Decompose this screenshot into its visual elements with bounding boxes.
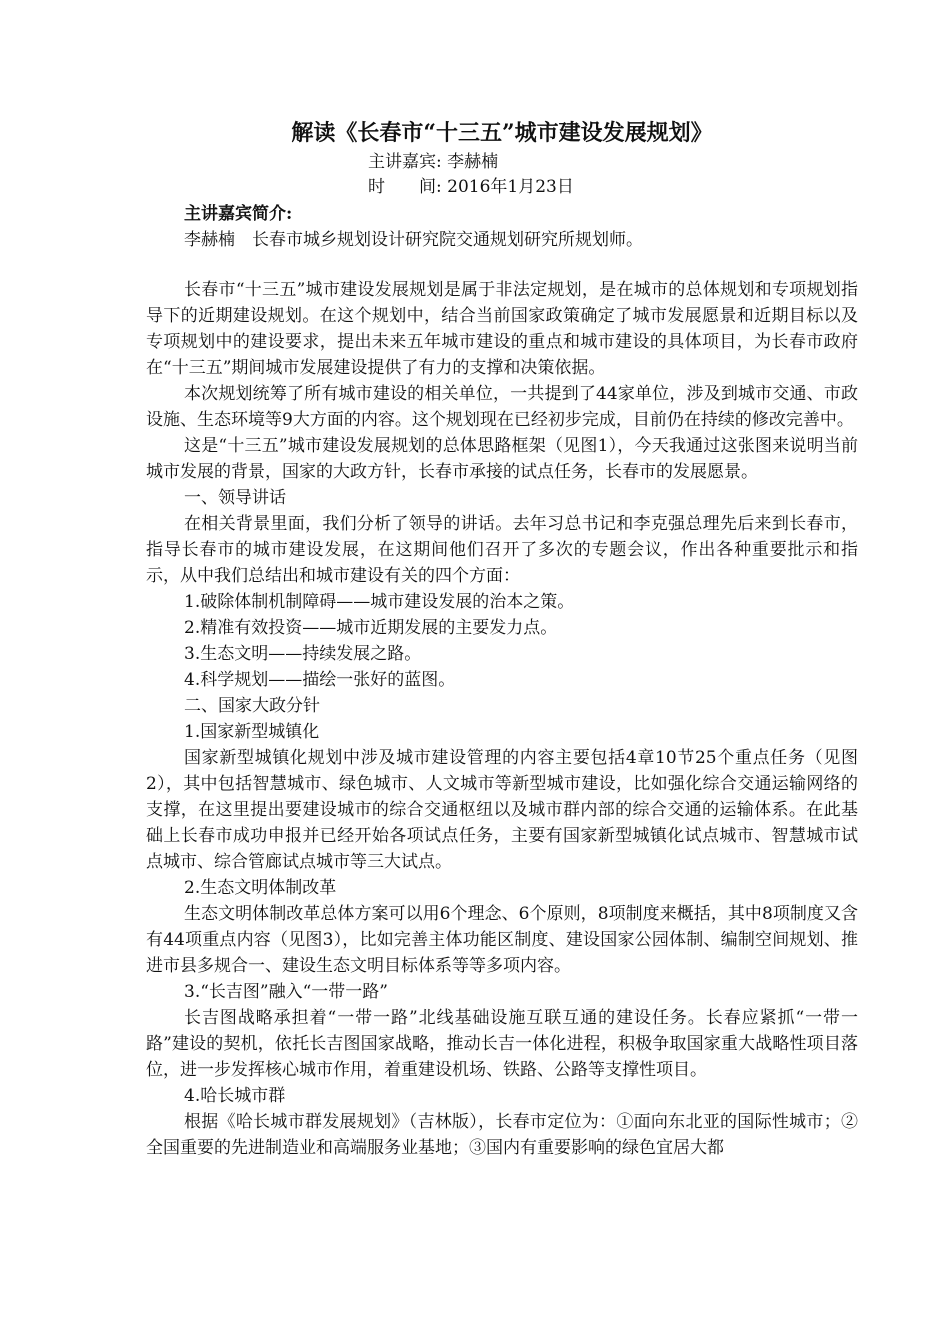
- section-heading-2: 二、国家大政分针: [184, 696, 320, 716]
- speaker-label: 主讲嘉宾:: [368, 152, 442, 172]
- list-item-1: 1.破除体制机制障碍——城市建设发展的治本之策。: [184, 592, 575, 612]
- paragraph-6: 生态文明体制改革总体方案可以用6个理念、6个原则，8项制度来概括，其中8项制度又含有44项重点内容（见图3），比如完善主体功能区制度、建设国家公园体制、编制空间规划、推进市县多规合一、建设生态文明目标体系等等多项内容。: [146, 904, 858, 976]
- time-line: [146, 175, 858, 200]
- subsection-heading-4: 4.哈长城市群: [184, 1086, 286, 1106]
- time-value: 2016年1月23日: [447, 177, 574, 197]
- section-heading-1: 一、领导讲话: [184, 488, 286, 508]
- paragraph-8: 根据《哈长城市群发展规划》（吉林版），长春市定位为：①面向东北亚的国际性城市；②全国重要的先进制造业和高端服务业基地；③国内有重要影响的绿色宜居大都: [146, 1112, 858, 1158]
- bio-text: 李赫楠 长春市城乡规划设计研究院交通规划研究所规划师。: [184, 230, 643, 250]
- document-body: [146, 118, 858, 1161]
- speaker-line: [146, 150, 858, 175]
- spacer: [146, 253, 858, 277]
- document-title: 解读《长春市“十三五”城市建设发展规划》: [291, 120, 713, 146]
- subsection-heading-3: 3.“长吉图”融入“一带一路”: [184, 982, 388, 1002]
- subsection-heading-1: 1.国家新型城镇化: [184, 722, 320, 742]
- list-item-2: 2.精准有效投资——城市近期发展的主要发力点。: [184, 618, 558, 638]
- paragraph-2: 本次规划统筹了所有城市建设的相关单位，一共提到了44家单位，涉及到城市交通、市政设施、生态环境等9大方面的内容。这个规划现在已经初步完成，目前仍在持续的修改完善中。: [146, 384, 858, 430]
- subsection-heading-2: 2.生态文明体制改革: [184, 878, 337, 898]
- paragraph-3: 这是“十三五”城市建设发展规划的总体思路框架（见图1），今天我通过这张图来说明当前城市发展的背景，国家的大政方针，长春市承接的试点任务，长春市的发展愿景。: [146, 436, 858, 482]
- list-item-3: 3.生态文明——持续发展之路。: [184, 644, 422, 664]
- speaker-name: 李赫楠: [447, 152, 499, 172]
- paragraph-4: 在相关背景里面，我们分析了领导的讲话。去年习总书记和李克强总理先后来到长春市，指导长春市的城市建设发展，在这期间他们召开了多次的专题会议，作出各种重要批示和指示，从中我们总结出和城市建设有关的四个方面：: [146, 514, 858, 586]
- time-label: 时 间:: [368, 177, 442, 197]
- paragraph-1: 长春市“十三五”城市建设发展规划是属于非法定规划，是在城市的总体规划和专项规划指导下的近期建设规划。在这个规划中，结合当前国家政策确定了城市发展愿景和近期目标以及专项规划中的建设要求，提出未来五年城市建设的重点和城市建设的具体项目，为长春市政府在“十三五”期间城市发展建设提供了有力的支撑和决策依据。: [146, 280, 858, 378]
- paragraph-7: 长吉图战略承担着“一带一路”北线基础设施互联互通的建设任务。长春应紧抓“一带一路”建设的契机，依托长吉图国家战略，推动长吉一体化进程，积极争取国家重大战略性项目落位，进一步发挥核心城市作用，着重建设机场、铁路、公路等支撑性项目。: [146, 1008, 858, 1080]
- list-item-4: 4.科学规划——描绘一张好的蓝图。: [184, 670, 456, 690]
- paragraph-5: 国家新型城镇化规划中涉及城市建设管理的内容主要包括4章10节25个重点任务（见图2），其中包括智慧城市、绿色城市、人文城市等新型城市建设，比如强化综合交通运输网络的支撑，在这里提出要建设城市的综合交通枢纽以及城市群内部的综合交通的运输体系。在此基础上长春市成功申报并已经开始各项试点任务，主要有国家新型城镇化试点城市、智慧城市试点城市、综合管廊试点城市等三大试点。: [146, 748, 858, 872]
- bio-heading: 主讲嘉宾简介:: [184, 204, 293, 224]
